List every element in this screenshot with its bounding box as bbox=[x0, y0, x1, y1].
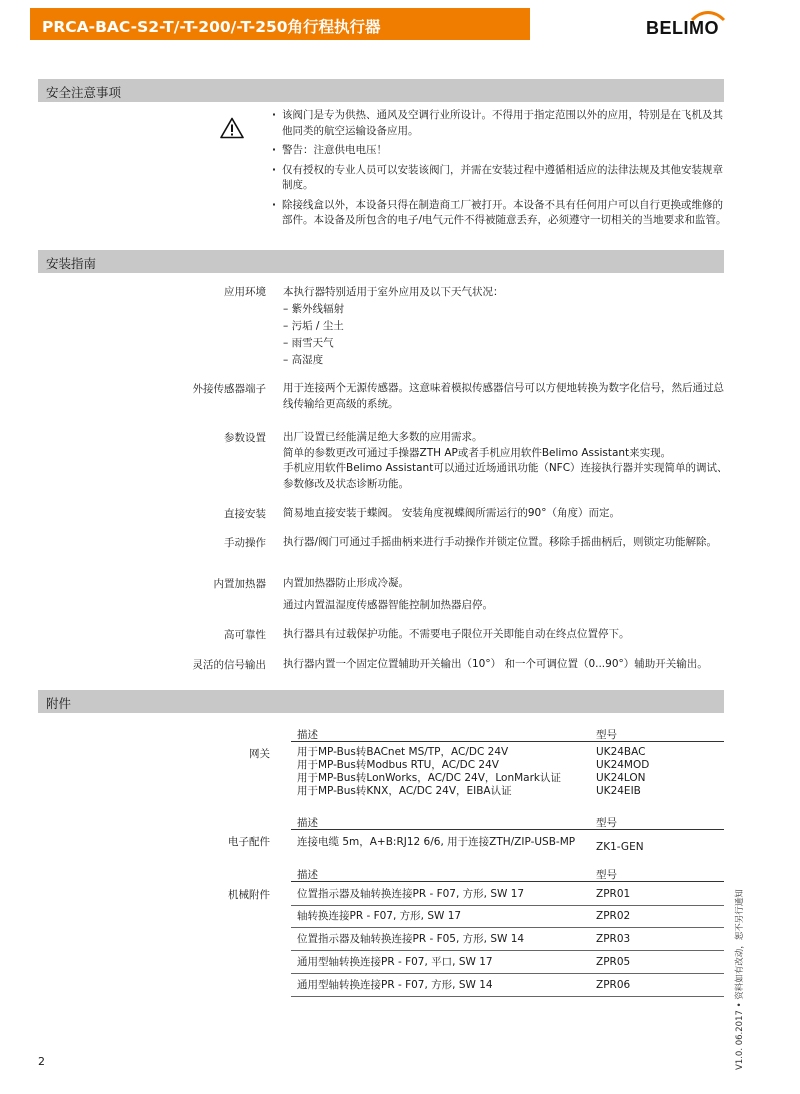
table-cell-type: ZPR05 bbox=[596, 956, 631, 968]
table-cell-type: UK24BAC bbox=[596, 746, 646, 758]
table-rule bbox=[291, 741, 724, 742]
table-cell-desc: 位置指示器及轴转换连接PR - F05, 方形, SW 14 bbox=[297, 933, 525, 945]
safety-notes bbox=[272, 108, 732, 233]
section-install-title: 安装指南 bbox=[46, 256, 97, 271]
col-header-desc: 描述 bbox=[297, 729, 318, 741]
text-line: 内置加热器防止形成冷凝。 bbox=[283, 577, 409, 589]
table-rule bbox=[291, 829, 724, 830]
version-note: V1.0. 06.2017 • 资料如有改动，恕不另行通知 bbox=[735, 889, 745, 1070]
table-cell-type: ZPR03 bbox=[596, 933, 631, 945]
table-cell-type: ZK1-GEN bbox=[596, 841, 644, 853]
text-line: 简单的参数更改可通过手操器ZTH AP或者手机应用软件Belimo Assistant来实现。 bbox=[283, 446, 672, 459]
install-text-mounting: 简易地直接安装于蝶阀。 安装角度视蝶阀所需运行的90°（角度）而定。 bbox=[283, 507, 620, 519]
table-cell-type: ZPR06 bbox=[596, 979, 631, 991]
table-rule bbox=[291, 950, 724, 951]
acc-label-gateway: 网关 bbox=[249, 748, 270, 760]
section-install-header bbox=[38, 250, 724, 273]
safety-note: · 警告：注意供电电压！ bbox=[272, 143, 732, 159]
text-line: 通过内置温湿度传感器智能控制加热器启停。 bbox=[283, 598, 493, 611]
table-rule bbox=[291, 973, 724, 974]
table-cell-desc: 用于MP-Bus转Modbus RTU，AC/DC 24V bbox=[297, 759, 499, 771]
table-cell-desc: 通用型轴转换连接PR - F07, 平口, SW 17 bbox=[297, 956, 493, 968]
acc-label-mechanical: 机械附件 bbox=[228, 889, 270, 901]
safety-note: · 除接线盒以外，本设备只得在制造商工厂被打开。本设备不具有任何用户可以自行更换或维修的部件。本设备及所包含的电子/电气元件不得被随意丢弃，必须遵守一切相关的当地要求和监管。 bbox=[272, 198, 732, 229]
col-header-type: 型号 bbox=[596, 817, 617, 829]
brand-name: BELIMO bbox=[646, 18, 719, 38]
col-header-desc: 描述 bbox=[297, 817, 318, 829]
safety-note: · 仅有授权的专业人员可以安装该阀门，并需在安装过程中遵循相适应的法律法规及其他安装规章制度。 bbox=[272, 163, 732, 194]
table-cell-desc: 连接电缆 5m，A+B:RJ12 6/6, 用于连接ZTH/ZIP-USB-MP bbox=[297, 836, 576, 848]
install-text-environment bbox=[283, 284, 728, 369]
table-rule bbox=[291, 881, 724, 882]
belimo-logo bbox=[646, 8, 776, 40]
install-label-sensor: 外接传感器端子 bbox=[192, 383, 266, 395]
table-cell-desc: 通用型轴转换连接PR - F07, 方形, SW 14 bbox=[297, 979, 493, 991]
section-accessories-title: 附件 bbox=[46, 696, 72, 711]
table-cell-desc: 用于MP-Bus转BACnet MS/TP，AC/DC 24V bbox=[297, 746, 509, 758]
install-label-manual: 手动操作 bbox=[224, 537, 266, 549]
text-line: 手机应用软件Belimo Assistant可以通过近场通讯功能（NFC）连接执行器并实现简单的调试、参数修改及状态诊断功能。 bbox=[283, 462, 728, 490]
text-line: – 紫外线辐射 bbox=[283, 303, 345, 315]
table-cell-type: UK24MOD bbox=[596, 759, 650, 771]
table-cell-type: ZPR02 bbox=[596, 910, 631, 922]
text-line: – 污垢 / 尘土 bbox=[283, 320, 344, 332]
table-rule bbox=[291, 905, 724, 906]
text-line: – 雨雪天气 bbox=[283, 337, 334, 349]
table-cell-desc: 轴转换连接PR - F07, 方形, SW 17 bbox=[297, 910, 462, 922]
table-cell-desc: 位置指示器及轴转换连接PR - F07, 方形, SW 17 bbox=[297, 888, 525, 900]
table-cell-desc: 用于MP-Bus转KNX，AC/DC 24V，EIBA认证 bbox=[297, 785, 512, 797]
table-cell-type: UK24LON bbox=[596, 772, 646, 784]
table-cell-type: UK24EIB bbox=[596, 785, 641, 797]
section-safety-title: 安全注意事项 bbox=[46, 85, 122, 100]
install-label-parameters: 参数设置 bbox=[224, 432, 266, 444]
acc-label-electrical: 电子配件 bbox=[228, 836, 270, 848]
text-line: 本执行器特别适用于室外应用及以下天气状况： bbox=[283, 286, 504, 298]
table-rule bbox=[291, 927, 724, 928]
text-line: – 高湿度 bbox=[283, 354, 324, 366]
title-bar bbox=[30, 8, 530, 40]
install-text-reliability: 执行器具有过载保护功能。不需要电子限位开关即能自动在终点位置停下。 bbox=[283, 628, 630, 640]
section-accessories-header bbox=[38, 690, 724, 713]
install-text-signal: 执行器内置一个固定位置辅助开关输出（10°） 和一个可调位置（0...90°）辅助开关输出。 bbox=[283, 658, 708, 670]
col-header-type: 型号 bbox=[596, 729, 617, 741]
table-cell-desc: 用于MP-Bus转LonWorks，AC/DC 24V，LonMark认证 bbox=[297, 772, 562, 784]
install-text-manual: 执行器/阀门可通过手摇曲柄来进行手动操作并锁定位置。移除手摇曲柄后，则锁定功能解除。 bbox=[283, 536, 718, 548]
document-title: PRCA-BAC-S2-T/-T-200/-T-250角行程执行器 bbox=[42, 18, 381, 36]
page-number: 2 bbox=[38, 1055, 45, 1068]
col-header-type: 型号 bbox=[596, 869, 617, 881]
safety-note: · 该阀门是专为供热、通风及空调行业所设计。不得用于指定范围以外的应用，特别是在飞机及其他同类的航空运输设备应用。 bbox=[272, 108, 732, 139]
install-text-heater bbox=[283, 576, 728, 613]
install-label-mounting: 直接安装 bbox=[224, 508, 266, 520]
warning-triangle-icon bbox=[220, 117, 244, 139]
install-label-environment: 应用环境 bbox=[224, 286, 266, 298]
install-label-heater: 内置加热器 bbox=[213, 578, 266, 590]
col-header-desc: 描述 bbox=[297, 869, 318, 881]
table-rule bbox=[291, 996, 724, 997]
install-label-reliability: 高可靠性 bbox=[224, 629, 266, 641]
install-text-sensor: 用于连接两个无源传感器。这意味着模拟传感器信号可以方便地转换为数字化信号，然后通过总线传输给更高级的系统。 bbox=[283, 382, 724, 410]
table-cell-type: ZPR01 bbox=[596, 888, 631, 900]
install-text-parameters bbox=[283, 430, 728, 492]
section-safety-header bbox=[38, 79, 724, 102]
install-label-signal: 灵活的信号输出 bbox=[192, 659, 266, 671]
text-line: 出厂设置已经能满足绝大多数的应用需求。 bbox=[283, 431, 483, 443]
